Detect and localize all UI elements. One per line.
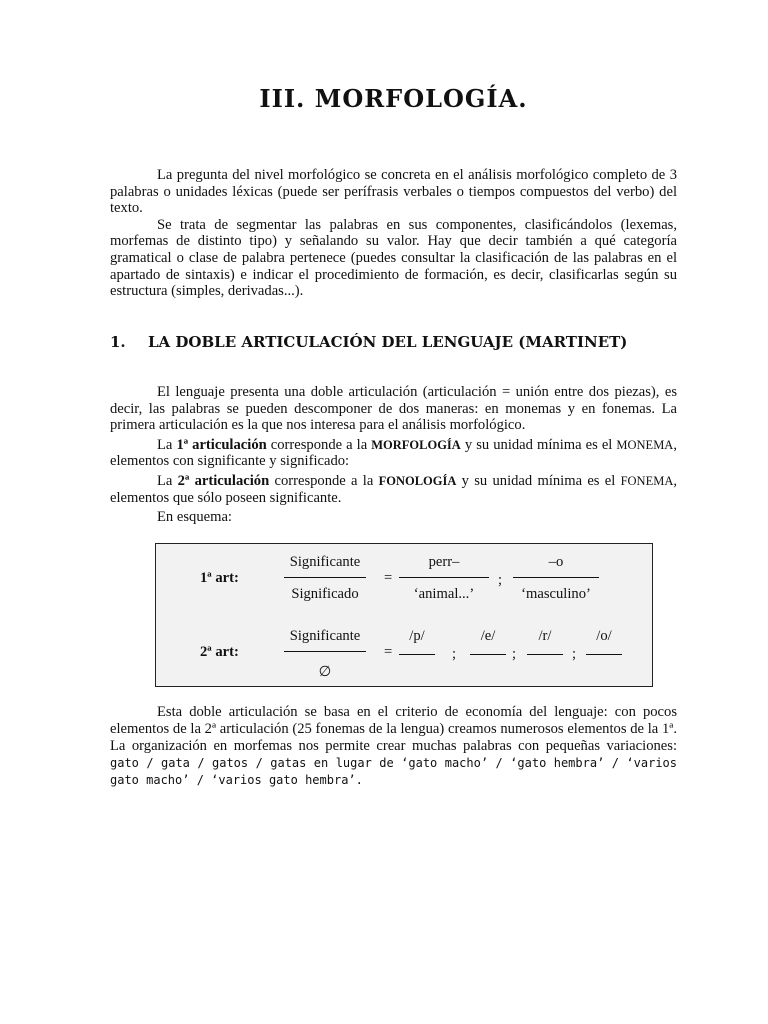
row1-numerator: Significante xyxy=(289,554,361,570)
text-run: y su unidad mínima es el xyxy=(456,472,621,489)
row2-fraction-bar xyxy=(284,651,366,652)
row2-semicolon: ; xyxy=(452,646,457,662)
row1-lexeme-bar xyxy=(399,577,489,578)
text-run: , elementos con significante y significado: xyxy=(110,436,677,470)
row1-denominator: Significado xyxy=(291,586,359,602)
row1-morpheme: –o xyxy=(548,554,564,570)
phoneme-o: /o/ xyxy=(596,628,612,644)
section-title: LA DOBLE ARTICULACIÓN DEL LENGUAJE (MARTINET) xyxy=(148,333,628,351)
section-heading xyxy=(110,333,710,351)
section-number: 1. xyxy=(110,333,126,351)
phoneme-bar xyxy=(470,654,506,655)
phoneme-r: /r/ xyxy=(538,628,552,644)
economy-section xyxy=(110,704,677,789)
row1-equals: = xyxy=(384,570,393,586)
text-run: La xyxy=(157,436,177,453)
text-run: corresponde a la xyxy=(266,436,372,453)
phoneme-bar xyxy=(586,654,622,655)
row1-morpheme-meaning: ‘masculino’ xyxy=(521,586,591,602)
art2-unit: FONEMA xyxy=(620,473,674,488)
intro-paragraph-2: Se trata de segmentar las palabras en sus componentes, clasificándolos (lexemas, morfemas de distinto tipo) y señalando su valor. Hay que decir también a qué categoría gramatical o clase de palabra pertenece (puedes consultar la clasificación de las palabras en el apartado de sintaxis) e indicar el procedimiento de formación, es decir, clasificarlas según su estructura (simples, derivadas...). xyxy=(110,216,677,300)
articulation-scheme-box xyxy=(155,543,653,687)
art2-field: FONOLOGÍA xyxy=(378,473,457,488)
art2-paragraph xyxy=(110,473,677,506)
row2-semicolon: ; xyxy=(512,646,517,662)
phoneme-bar xyxy=(399,654,435,655)
row2-semicolon: ; xyxy=(572,646,577,662)
economy-paragraph xyxy=(110,704,677,789)
row1-lexeme: perr– xyxy=(428,554,460,570)
intro-section xyxy=(110,167,677,300)
art1-field: MORFOLOGÍA xyxy=(371,437,461,452)
phoneme-p: /p/ xyxy=(409,628,425,644)
text-run: , elementos que sólo poseen significante. xyxy=(110,472,678,506)
economy-examples: gato / gata / gatos / gatas en lugar de ‘gato macho’ / ‘gato hembra’ / ‘varios gato macho’ / ‘varios gato hembra’. xyxy=(110,756,677,787)
row1-fraction-bar xyxy=(284,577,366,578)
row1-morpheme-bar xyxy=(513,577,599,578)
phoneme-bar xyxy=(527,654,563,655)
art2-term: 2ª articulación xyxy=(177,472,270,489)
esquema-label: En esquema: xyxy=(157,509,232,526)
art1-term: 1ª articulación xyxy=(176,436,267,453)
phoneme-e: /e/ xyxy=(480,628,496,644)
art1-paragraph xyxy=(110,437,677,470)
row1-label: 1ª art: xyxy=(200,570,239,586)
section-body xyxy=(110,384,677,526)
text-run: y su unidad mínima es el xyxy=(460,436,617,453)
row2-equals: = xyxy=(384,644,393,660)
text-run: La xyxy=(157,472,178,489)
section-paragraph-1: El lenguaje presenta una doble articulación (articulación = unión entre dos piezas), es decir, las palabras se pueden descomponer de dos maneras: en monemas y en fonemas. La primera articulación es la que nos interesa para el análisis morfológico. xyxy=(110,384,677,434)
economy-text: Esta doble articulación se basa en el criterio de economía del lenguaje: con pocos elementos de la 2ª articulación (25 fonemas de la lengua) creamos numerosos elementos de la 1ª. La organización en morfemas nos permite crear muchas palabras con pequeñas variaciones: xyxy=(110,704,677,754)
row1-semicolon: ; xyxy=(498,572,503,588)
row1-lexeme-meaning: ‘animal...’ xyxy=(413,586,475,602)
art1-unit: MONEMA xyxy=(616,437,674,452)
text-run: corresponde a la xyxy=(269,472,379,489)
page-title: III. MORFOLOGÍA. xyxy=(259,84,528,113)
empty-set-icon: ∅ xyxy=(318,664,332,680)
row2-numerator: Significante xyxy=(289,628,361,644)
intro-paragraph-1: La pregunta del nivel morfológico se concreta en el análisis morfológico completo de 3 palabras o unidades léxicas (puede ser perífrasis verbales o tiempos compuestos del verbo) del texto. xyxy=(110,167,677,217)
row2-label: 2ª art: xyxy=(200,644,239,660)
